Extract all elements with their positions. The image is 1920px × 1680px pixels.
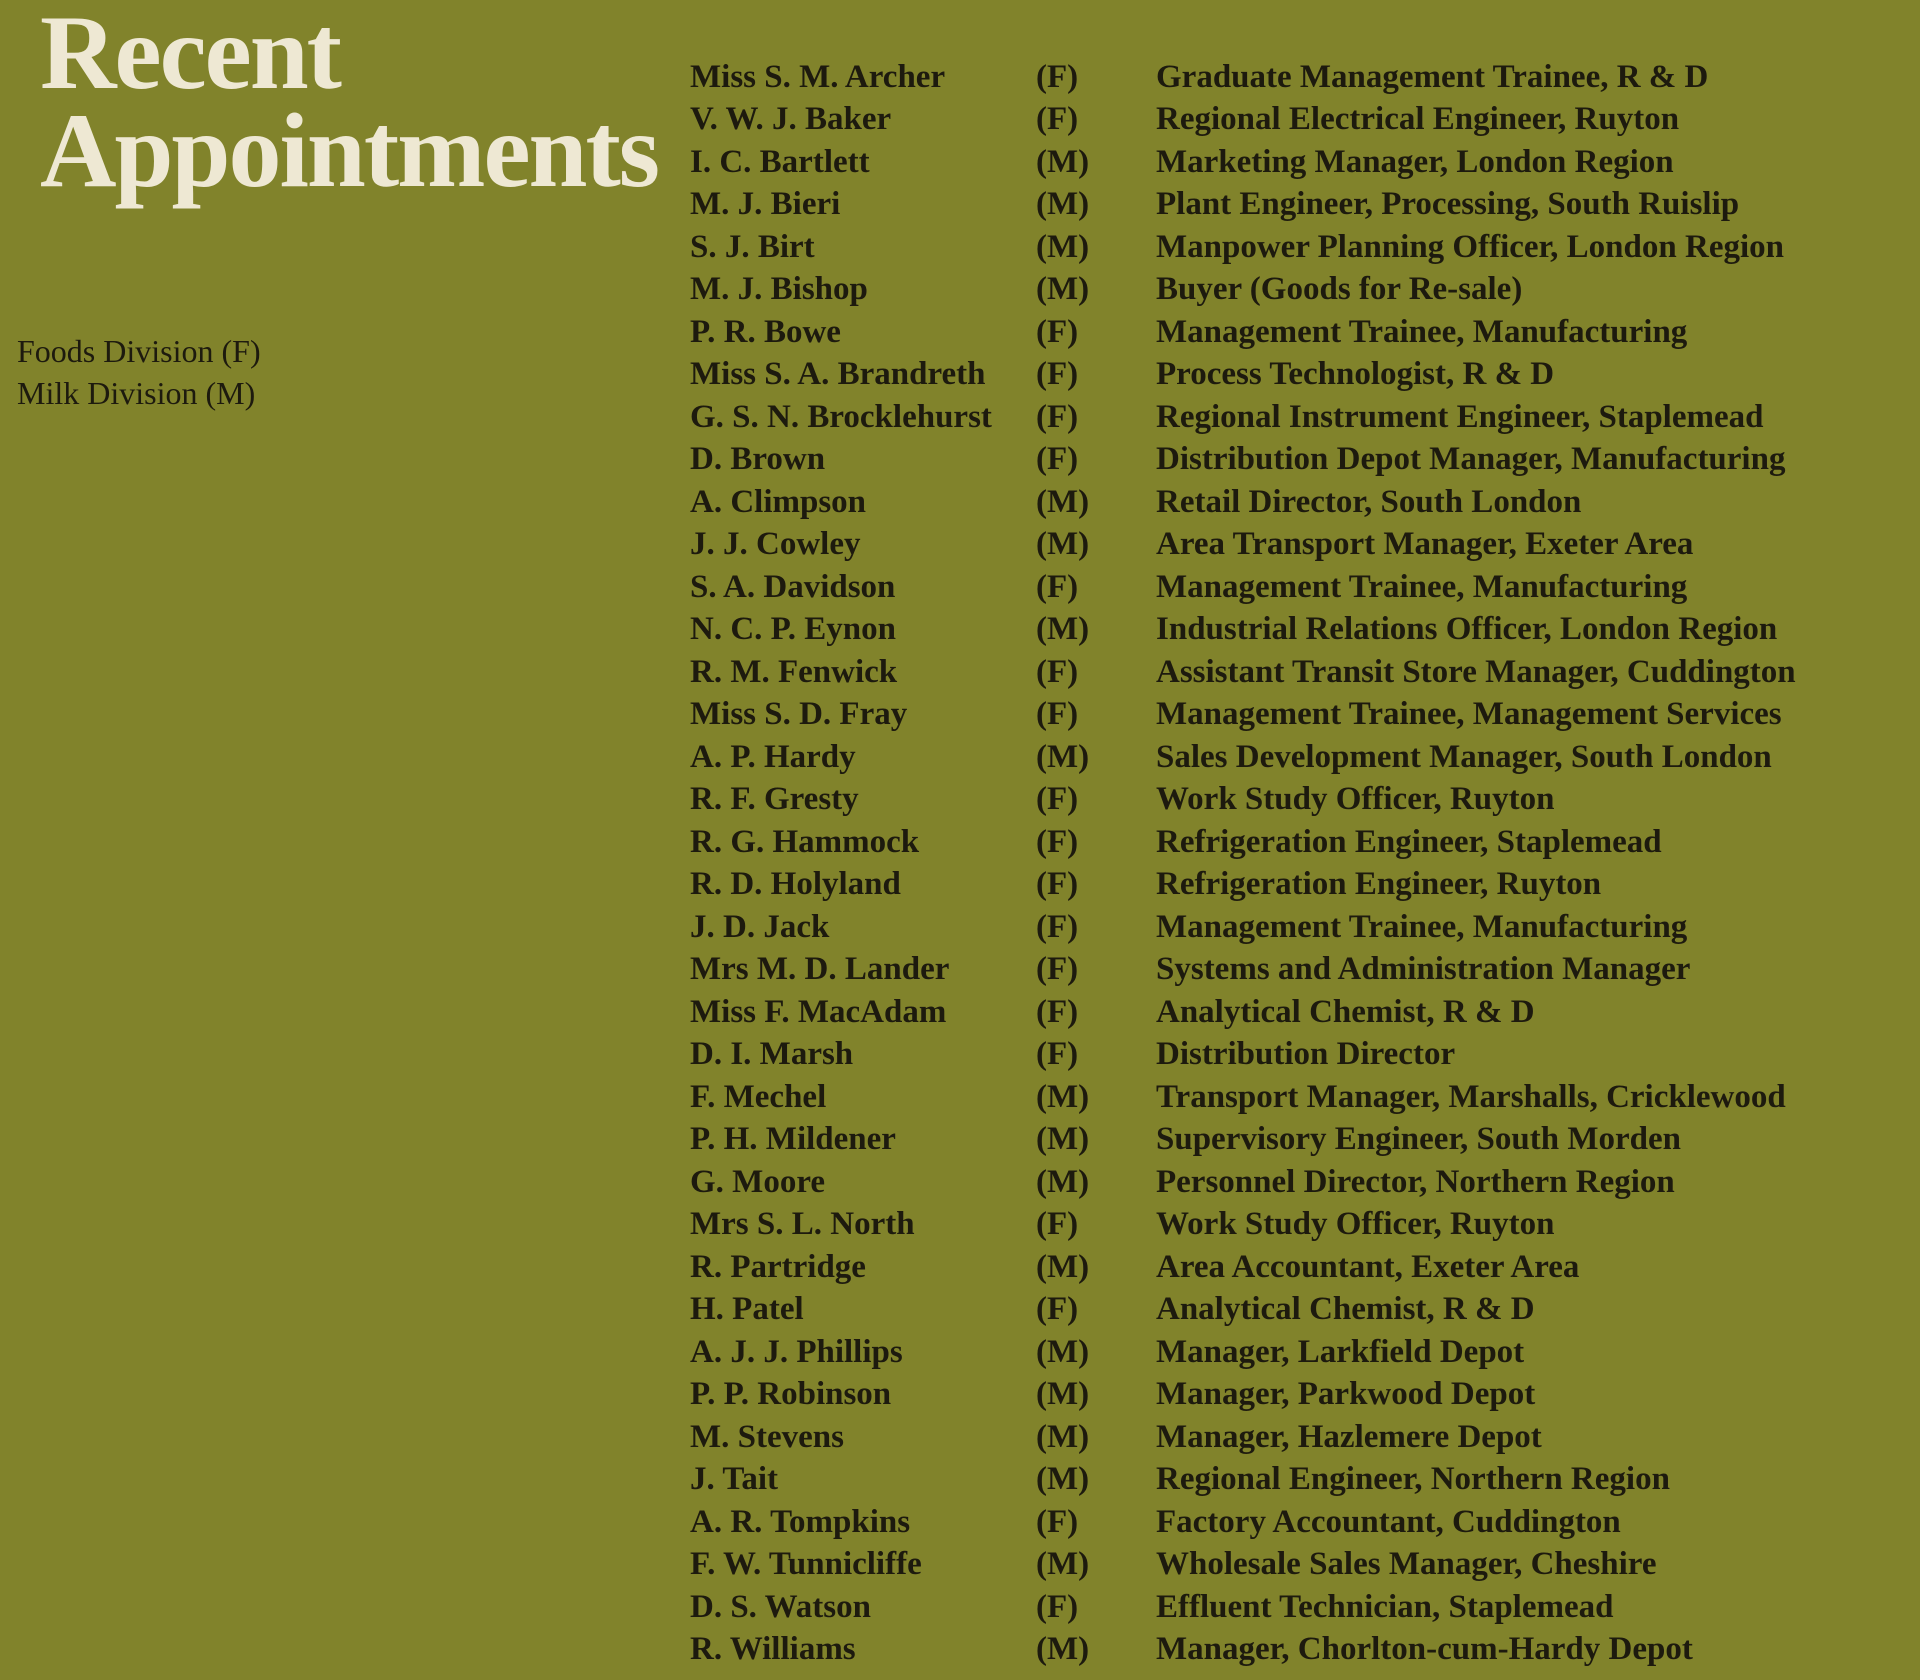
appointee-name: A. Climpson	[690, 483, 867, 520]
position-title: Area Accountant, Exeter Area	[1156, 1248, 1580, 1285]
appointee-name: J. D. Jack	[690, 908, 830, 945]
position-title: Analytical Chemist, R & D	[1156, 1291, 1535, 1328]
division-code: (M)	[1036, 1546, 1090, 1583]
appointee-name: M. J. Bieri	[690, 186, 841, 223]
appointee-name: M. J. Bishop	[690, 271, 868, 308]
appointee-name: A. J. J. Phillips	[690, 1333, 903, 1370]
appointment-row	[690, 736, 1796, 779]
appointee-name: S. J. Birt	[690, 228, 815, 265]
appointment-row	[690, 1374, 1796, 1417]
appointee-name: J. J. Cowley	[690, 526, 861, 563]
appointment-row	[690, 609, 1796, 652]
position-title: Marketing Manager, London Region	[1156, 143, 1674, 180]
division-code: (M)	[1036, 1121, 1090, 1158]
appointee-name: R. F. Gresty	[690, 781, 859, 818]
appointment-row	[690, 311, 1796, 354]
appointee-name: Mrs M. D. Lander	[690, 951, 950, 988]
division-code: (F)	[1036, 1206, 1079, 1243]
division-code: (M)	[1036, 1333, 1090, 1370]
position-title: Assistant Transit Store Manager, Cuddington	[1156, 653, 1796, 690]
appointee-name: A. R. Tompkins	[690, 1503, 911, 1540]
appointee-name: R. Partridge	[690, 1248, 866, 1285]
appointee-name: Miss S. A. Brandreth	[690, 356, 986, 393]
position-title: Management Trainee, Manufacturing	[1156, 568, 1688, 605]
position-title: Manager, Parkwood Depot	[1156, 1376, 1536, 1413]
appointment-row	[690, 354, 1796, 397]
appointment-row	[690, 906, 1796, 949]
division-code: (M)	[1036, 1418, 1090, 1455]
division-code: (M)	[1036, 1461, 1090, 1498]
position-title: Distribution Director	[1156, 1036, 1456, 1073]
appointment-row	[690, 949, 1796, 992]
appointments-list	[690, 56, 1796, 1671]
appointment-row	[690, 991, 1796, 1034]
division-code: (M)	[1036, 526, 1090, 563]
division-code: (F)	[1036, 568, 1079, 605]
division-code: (F)	[1036, 58, 1079, 95]
division-code: (F)	[1036, 1036, 1079, 1073]
appointee-name: F. Mechel	[690, 1078, 827, 1115]
appointment-row	[690, 1586, 1796, 1629]
division-code: (M)	[1036, 1163, 1090, 1200]
position-title: Management Trainee, Manufacturing	[1156, 313, 1688, 350]
position-title: Refrigeration Engineer, Ruyton	[1156, 866, 1602, 903]
division-code: (F)	[1036, 951, 1079, 988]
position-title: Buyer (Goods for Re-sale)	[1156, 271, 1523, 308]
appointment-row	[690, 1501, 1796, 1544]
position-title: Analytical Chemist, R & D	[1156, 993, 1535, 1030]
position-title: Transport Manager, Marshalls, Cricklewood	[1156, 1078, 1786, 1115]
appointee-name: R. G. Hammock	[690, 823, 920, 860]
appointee-name: I. C. Bartlett	[690, 143, 870, 180]
position-title: Distribution Depot Manager, Manufacturing	[1156, 441, 1786, 478]
position-title: Plant Engineer, Processing, South Ruislip	[1156, 186, 1740, 223]
appointment-row	[690, 1629, 1796, 1672]
position-title: Wholesale Sales Manager, Cheshire	[1156, 1546, 1657, 1583]
division-code: (F)	[1036, 823, 1079, 860]
division-code: (F)	[1036, 1291, 1079, 1328]
division-code: (M)	[1036, 1078, 1090, 1115]
appointee-name: J. Tait	[690, 1461, 779, 1498]
position-title: Work Study Officer, Ruyton	[1156, 781, 1555, 818]
division-code: (M)	[1036, 228, 1090, 265]
division-code: (F)	[1036, 101, 1079, 138]
division-code: (F)	[1036, 781, 1079, 818]
appointment-row	[690, 1076, 1796, 1119]
division-code: (F)	[1036, 356, 1079, 393]
appointee-name: F. W. Tunnicliffe	[690, 1546, 922, 1583]
title-line-1: Recent	[40, 0, 340, 111]
appointment-row	[690, 566, 1796, 609]
page-title	[40, 0, 659, 209]
appointment-row	[690, 1416, 1796, 1459]
position-title: Industrial Relations Officer, London Region	[1156, 611, 1778, 648]
legend-foods: Foods Division (F)	[17, 333, 261, 369]
appointment-row	[690, 56, 1796, 99]
position-title: Manager, Chorlton-cum-Hardy Depot	[1156, 1631, 1693, 1668]
position-title: Management Trainee, Manufacturing	[1156, 908, 1688, 945]
appointment-row	[690, 1331, 1796, 1374]
appointment-row	[690, 694, 1796, 737]
appointee-name: D. I. Marsh	[690, 1036, 854, 1073]
appointee-name: Mrs S. L. North	[690, 1206, 915, 1243]
appointment-row	[690, 269, 1796, 312]
appointee-name: P. H. Mildener	[690, 1121, 896, 1158]
division-code: (F)	[1036, 398, 1079, 435]
appointee-name: Miss F. MacAdam	[690, 993, 947, 1030]
division-code: (M)	[1036, 1376, 1090, 1413]
appointment-row	[690, 1204, 1796, 1247]
position-title: Personnel Director, Northern Region	[1156, 1163, 1675, 1200]
appointee-name: R. M. Fenwick	[690, 653, 898, 690]
division-code: (F)	[1036, 1588, 1079, 1625]
appointment-row	[690, 226, 1796, 269]
appointee-name: D. S. Watson	[690, 1588, 871, 1625]
appointee-name: Miss S. D. Fray	[690, 696, 908, 733]
division-code: (M)	[1036, 186, 1090, 223]
position-title: Graduate Management Trainee, R & D	[1156, 58, 1709, 95]
position-title: Area Transport Manager, Exeter Area	[1156, 526, 1694, 563]
appointee-name: R. Williams	[690, 1631, 856, 1668]
position-title: Management Trainee, Management Services	[1156, 696, 1782, 733]
appointee-name: Miss S. M. Archer	[690, 58, 946, 95]
division-code: (M)	[1036, 143, 1090, 180]
position-title: Factory Accountant, Cuddington	[1156, 1503, 1621, 1540]
appointee-name: A. P. Hardy	[690, 738, 856, 775]
appointment-row	[690, 1246, 1796, 1289]
appointment-row	[690, 1289, 1796, 1332]
position-title: Regional Engineer, Northern Region	[1156, 1461, 1670, 1498]
division-code: (F)	[1036, 441, 1079, 478]
position-title: Process Technologist, R & D	[1156, 356, 1555, 393]
position-title: Refrigeration Engineer, Staplemead	[1156, 823, 1662, 860]
division-code: (F)	[1036, 313, 1079, 350]
position-title: Regional Instrument Engineer, Staplemead	[1156, 398, 1764, 435]
position-title: Sales Development Manager, South London	[1156, 738, 1772, 775]
appointment-row	[690, 1119, 1796, 1162]
position-title: Supervisory Engineer, South Morden	[1156, 1121, 1682, 1158]
division-code: (F)	[1036, 908, 1079, 945]
position-title: Retail Director, South London	[1156, 483, 1582, 520]
position-title: Manager, Larkfield Depot	[1156, 1333, 1525, 1370]
appointment-row	[690, 184, 1796, 227]
division-code: (F)	[1036, 696, 1079, 733]
legend-milk: Milk Division (M)	[17, 375, 256, 411]
appointment-row	[690, 99, 1796, 142]
division-code: (M)	[1036, 271, 1090, 308]
appointee-name: N. C. P. Eynon	[690, 611, 897, 648]
position-title: Systems and Administration Manager	[1156, 951, 1691, 988]
appointment-row	[690, 524, 1796, 567]
division-code: (M)	[1036, 483, 1090, 520]
division-code: (M)	[1036, 1248, 1090, 1285]
title-line-2: Appointments	[40, 92, 659, 209]
appointment-row	[690, 439, 1796, 482]
appointee-name: D. Brown	[690, 441, 826, 478]
appointment-row	[690, 821, 1796, 864]
appointee-name: R. D. Holyland	[690, 866, 901, 903]
division-code: (M)	[1036, 738, 1090, 775]
appointee-name: G. Moore	[690, 1163, 826, 1200]
division-code: (F)	[1036, 1503, 1079, 1540]
division-code: (F)	[1036, 866, 1079, 903]
appointment-row	[690, 651, 1796, 694]
appointment-row	[690, 141, 1796, 184]
division-code: (M)	[1036, 1631, 1090, 1668]
appointment-row	[690, 864, 1796, 907]
appointee-name: H. Patel	[690, 1291, 804, 1328]
position-title: Manpower Planning Officer, London Region	[1156, 228, 1784, 265]
appointee-name: S. A. Davidson	[690, 568, 896, 605]
appointee-name: V. W. J. Baker	[690, 101, 892, 138]
position-title: Regional Electrical Engineer, Ruyton	[1156, 101, 1680, 138]
appointment-row	[690, 396, 1796, 439]
division-legend	[17, 330, 261, 414]
position-title: Effluent Technician, Staplemead	[1156, 1588, 1614, 1625]
appointee-name: P. R. Bowe	[690, 313, 841, 350]
appointee-name: P. P. Robinson	[690, 1376, 892, 1413]
appointment-row	[690, 481, 1796, 524]
division-code: (F)	[1036, 653, 1079, 690]
position-title: Work Study Officer, Ruyton	[1156, 1206, 1555, 1243]
position-title: Manager, Hazlemere Depot	[1156, 1418, 1542, 1455]
appointment-row	[690, 1459, 1796, 1502]
appointment-row	[690, 779, 1796, 822]
appointee-name: G. S. N. Brocklehurst	[690, 398, 992, 435]
appointment-row	[690, 1161, 1796, 1204]
appointment-row	[690, 1034, 1796, 1077]
division-code: (F)	[1036, 993, 1079, 1030]
appointment-row	[690, 1544, 1796, 1587]
division-code: (M)	[1036, 611, 1090, 648]
appointee-name: M. Stevens	[690, 1418, 844, 1455]
